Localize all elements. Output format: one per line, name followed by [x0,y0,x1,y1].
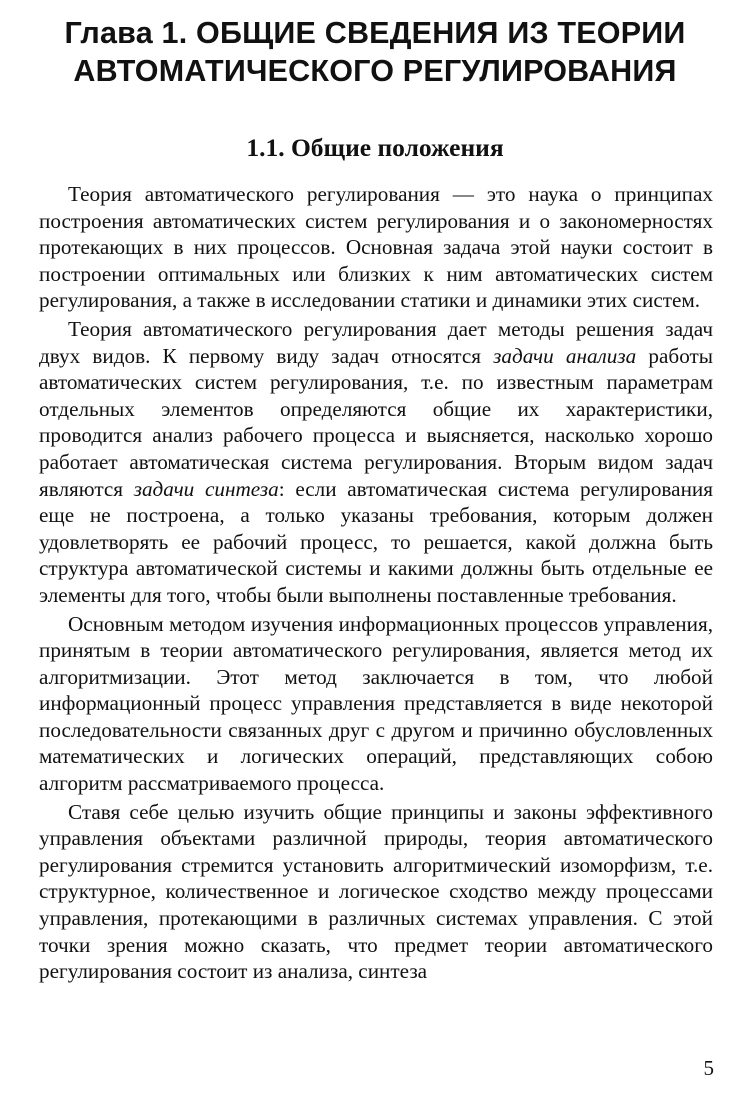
paragraph-3: Основным методом изучения информационных процессов управления, принятым в теории автоматического регулирования, является метод их алгоритмизации. Этот метод заключается в том, что любой информационный процесс управления представляется в виде некоторой последовательности связанных друг с другом и причинно обусловленных математических и логических операций, представляющих собою алгоритм рассматриваемого процесса. [39,611,713,796]
body-text [39,181,713,985]
chapter-title [40,14,710,90]
chapter-title-line-1: Глава 1. ОБЩИЕ СВЕДЕНИЯ ИЗ ТЕОРИИ [64,16,686,50]
section-title: 1.1. Общие положения [246,133,504,162]
page-number: 5 [703,1056,714,1080]
paragraph-2-text-c: работы автоматических систем регулирования, т.е. по известным параметрам отдельных элементов определяются общие их характеристики, проводится анализ рабочего процесса и выясняется, насколько хорошо работает автоматическая система регулирования. Вторым видом задач являются [39,343,713,501]
paragraph-4: Ставя себе целью изучить общие принципы и законы эффективного управления объектами различной природы, теория автоматического регулирования стремится установить алгоритмический изоморфизм, т.е. структурное, количественное и логическое сходство между процессами управления, протекающими в различных системах управления. С этой точки зрения можно сказать, что предмет теории автоматического регулирования состоит из анализа, синтеза [39,799,713,984]
synthesis-tasks-term: задачи синтеза [133,476,279,501]
paragraph-2-text-e: : если автоматическая система регулирования еще не построена, а только указаны требования, которым должен удовлетворять ее рабочий процесс, то решается, какой должна быть структура автоматической системы и какими должны быть отдельные ее элементы для того, чтобы были выполнены поставленные требования. [39,476,713,607]
paragraph-1: Теория автоматического регулирования — это наука о принципах построения автоматических систем регулирования и о закономерностях протекающих в них процессов. Основная задача этой науки состоит в построении оптимальных или близких к ним автоматических систем регулирования, а также в исследовании статики и динамики этих систем. [39,182,713,313]
paragraph-2-text-a: Теория автоматического регулирования дает методы решения задач двух видов. К первому виду задач относятся [39,316,713,368]
analysis-tasks-term: задачи анализа [493,343,637,368]
paragraph-2 [39,316,713,609]
chapter-title-line-2: АВТОМАТИЧЕСКОГО РЕГУЛИРОВАНИЯ [73,54,677,88]
